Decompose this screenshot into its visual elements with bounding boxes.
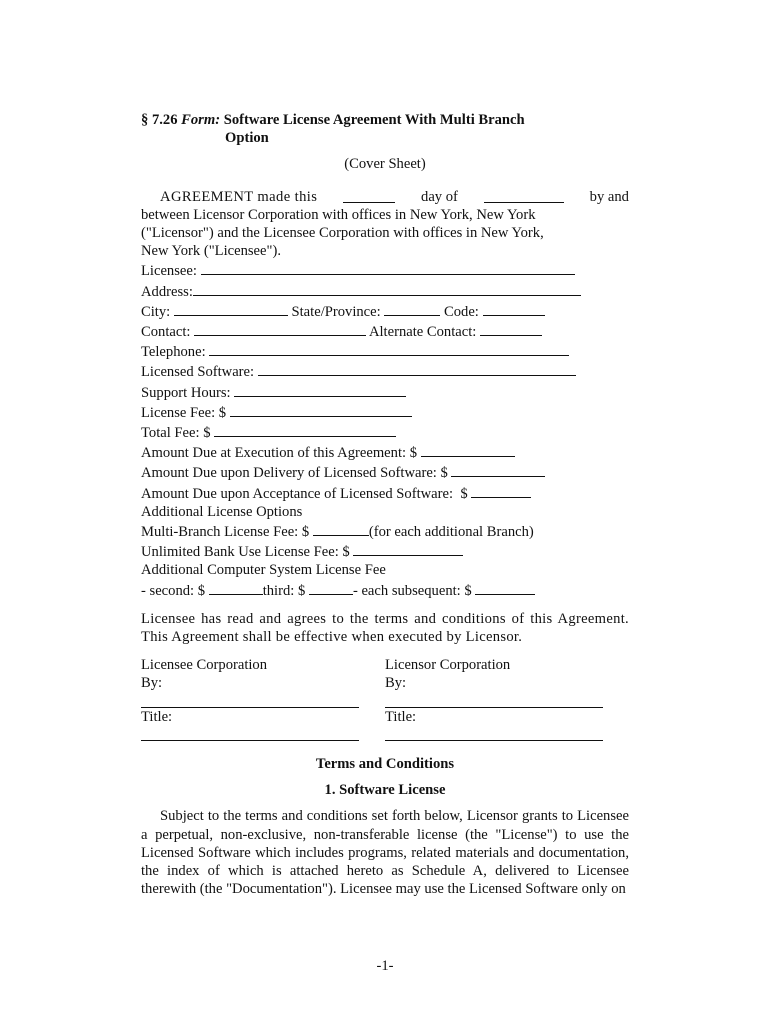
licensor-title-line[interactable] bbox=[385, 726, 603, 741]
contact-label: Contact: bbox=[141, 324, 191, 341]
third-fee-label: third: $ bbox=[262, 582, 306, 599]
licensed-software-blank[interactable] bbox=[258, 361, 576, 376]
licensor-title-label: Title: bbox=[385, 708, 417, 725]
section-number: § 7.26 bbox=[141, 112, 178, 128]
agreement-made-label: AGREEMENT made this bbox=[160, 188, 318, 205]
alt-contact-blank[interactable] bbox=[480, 321, 542, 336]
address-field bbox=[141, 281, 629, 301]
multi-branch-suffix: (for each additional Branch) bbox=[368, 524, 534, 541]
licensed-software-field bbox=[141, 361, 629, 381]
licensee-title-label: Title: bbox=[141, 708, 173, 725]
section1-paragraph: Subject to the terms and conditions set forth below, Licensor grants to Licensee a perpetual, non-exclusive, non-transferable license (the "License") to use the Licensed Software which includes programs, related materials and documentation, the index of which is attached hereto as Schedule A, delivered to Licensee therewith (the "Documentation"). Licensee may use the Licensed Software only on bbox=[141, 808, 629, 898]
day-of-label: day of bbox=[421, 188, 458, 205]
unlimited-bank-blank[interactable] bbox=[353, 541, 463, 556]
licensee-by-line[interactable] bbox=[141, 693, 359, 708]
licensor-by-label: By: bbox=[385, 675, 407, 692]
signature-block bbox=[141, 656, 629, 741]
city-state-code-row bbox=[141, 301, 629, 321]
form-word: Form: bbox=[181, 112, 221, 128]
license-fee-field bbox=[141, 402, 629, 422]
contact-blank[interactable] bbox=[194, 321, 366, 336]
page-number: -1- bbox=[376, 958, 394, 974]
due-acceptance-blank[interactable] bbox=[471, 483, 531, 498]
state-blank[interactable] bbox=[384, 301, 440, 316]
due-delivery-blank[interactable] bbox=[451, 462, 545, 477]
title-line2: Option bbox=[225, 130, 269, 147]
code-blank[interactable] bbox=[483, 301, 545, 316]
due-acceptance-field bbox=[141, 483, 629, 503]
total-fee-label: Total Fee: $ bbox=[141, 425, 211, 442]
subsequent-fee-label: - each subsequent: $ bbox=[352, 582, 472, 599]
due-acceptance-label: Amount Due upon Acceptance of Licensed Software: $ bbox=[141, 485, 468, 502]
form-title bbox=[141, 111, 629, 129]
unlimited-bank-field bbox=[141, 541, 629, 561]
acknowledgement-paragraph: Licensee has read and agrees to the terms and conditions of this Agreement. This Agreement shall be effective when executed by Licensor. bbox=[141, 610, 629, 646]
agreement-paragraph bbox=[141, 188, 629, 261]
subsequent-fee-blank[interactable] bbox=[475, 580, 535, 595]
state-label: State/Province: bbox=[291, 303, 381, 320]
total-fee-blank[interactable] bbox=[214, 422, 396, 437]
subsequent-fees-row bbox=[141, 580, 629, 600]
licensor-org-label: Licensor Corporation bbox=[385, 657, 511, 674]
section1-heading: 1. Software License bbox=[324, 782, 446, 799]
terms-heading: Terms and Conditions bbox=[315, 755, 455, 772]
telephone-label: Telephone: bbox=[141, 344, 206, 361]
licensee-by-label: By: bbox=[141, 675, 163, 692]
due-execution-blank[interactable] bbox=[421, 442, 515, 457]
unlimited-bank-label: Unlimited Bank Use License Fee: $ bbox=[141, 544, 350, 561]
total-fee-field bbox=[141, 422, 629, 442]
title-line1: Software License Agreement With Multi Branch bbox=[223, 112, 525, 128]
address-blank[interactable] bbox=[193, 281, 581, 296]
day-blank[interactable] bbox=[343, 188, 395, 203]
due-execution-field bbox=[141, 442, 629, 462]
document-body bbox=[141, 111, 629, 898]
second-fee-label: - second: $ bbox=[141, 582, 206, 599]
alt-contact-label: Alternate Contact: bbox=[368, 324, 477, 341]
due-execution-label: Amount Due at Execution of this Agreement: $ bbox=[141, 445, 418, 462]
support-hours-blank[interactable] bbox=[234, 382, 406, 397]
additional-options-label: Additional License Options bbox=[141, 503, 303, 520]
multi-branch-blank[interactable] bbox=[313, 521, 369, 536]
support-hours-label: Support Hours: bbox=[141, 384, 231, 401]
agreement-line1 bbox=[141, 188, 629, 206]
city-label: City: bbox=[141, 303, 171, 320]
second-fee-blank[interactable] bbox=[209, 580, 263, 595]
multi-branch-field bbox=[141, 521, 629, 541]
licensed-software-label: Licensed Software: bbox=[141, 364, 255, 381]
third-fee-blank[interactable] bbox=[309, 580, 353, 595]
month-blank[interactable] bbox=[484, 188, 564, 203]
additional-computer-label: Additional Computer System License Fee bbox=[141, 562, 386, 579]
address-label: Address: bbox=[141, 283, 193, 300]
telephone-blank[interactable] bbox=[209, 341, 569, 356]
contact-row bbox=[141, 321, 629, 341]
licensee-field bbox=[141, 260, 629, 280]
support-hours-field bbox=[141, 382, 629, 402]
licensor-signature bbox=[385, 656, 629, 741]
licensee-signature bbox=[141, 656, 385, 741]
due-delivery-label: Amount Due upon Delivery of Licensed Software: $ bbox=[141, 465, 448, 482]
telephone-field bbox=[141, 341, 629, 361]
licensee-title-line[interactable] bbox=[141, 726, 359, 741]
licensee-label: Licensee: bbox=[141, 263, 197, 280]
agreement-line4: New York ("Licensee"). bbox=[141, 243, 281, 260]
agreement-line2: between Licensor Corporation with offices in New York, New York bbox=[141, 206, 536, 223]
code-label: Code: bbox=[444, 303, 479, 320]
cover-sheet-label: (Cover Sheet) bbox=[344, 156, 426, 173]
city-blank[interactable] bbox=[174, 301, 288, 316]
by-and-label: by and bbox=[589, 188, 629, 205]
licensee-org-label: Licensee Corporation bbox=[141, 657, 268, 674]
license-fee-label: License Fee: $ bbox=[141, 404, 227, 421]
multi-branch-label: Multi-Branch License Fee: $ bbox=[141, 524, 310, 541]
licensee-blank[interactable] bbox=[201, 260, 575, 275]
licensor-by-line[interactable] bbox=[385, 693, 603, 708]
agreement-line3: ("Licensor") and the Licensee Corporation with offices in New York, bbox=[141, 225, 544, 242]
license-fee-blank[interactable] bbox=[230, 402, 412, 417]
due-delivery-field bbox=[141, 462, 629, 482]
